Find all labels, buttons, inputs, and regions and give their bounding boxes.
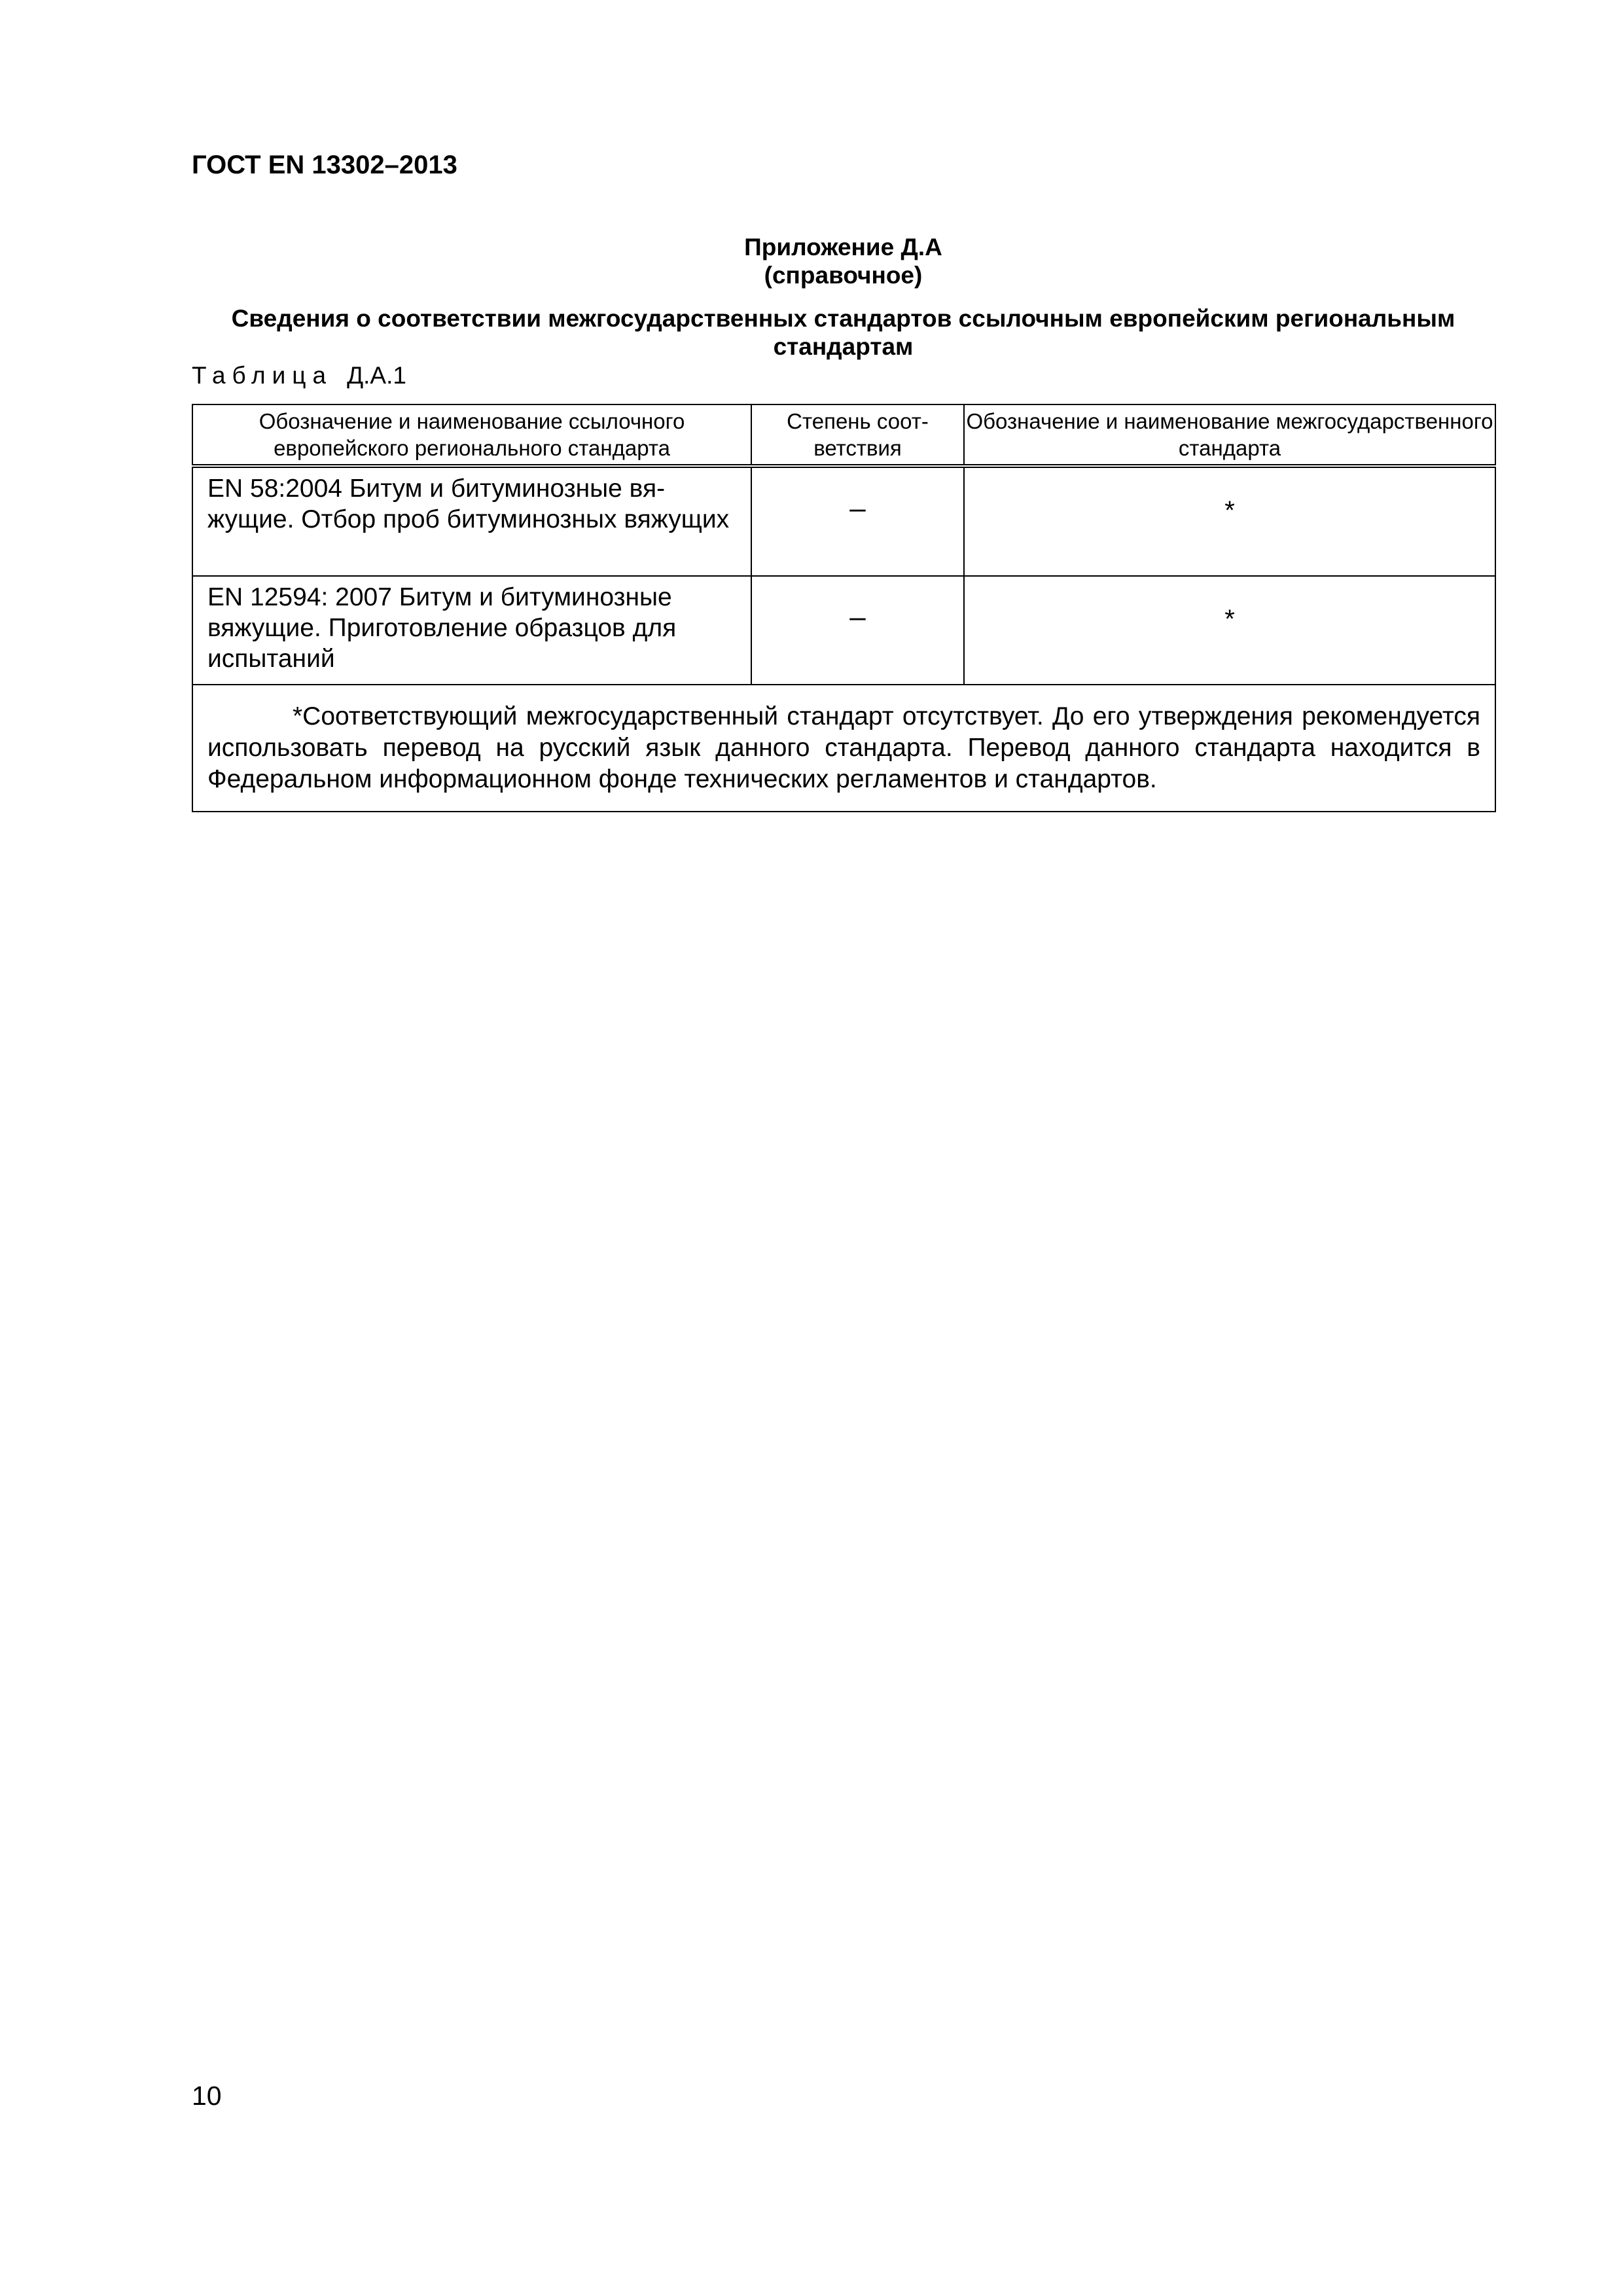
table-footnote: *Соответствующий межгосударственный стандарт отсутствует. До его утверждения рекомендуется использовать перевод на русский язык данного стандарта. Перевод данного стандарта находится в Федеральном информационном фонде технических регламентов и стандартов. [192,685,1495,812]
header-degree-of-correspondence: Степень соответствия [751,404,964,466]
table-note-row [192,685,1495,812]
degree-cell: – [751,466,964,576]
standards-correspondence-table [192,404,1496,812]
table-caption-label: Таблица [192,362,333,389]
interstate-standard-cell: * [964,576,1495,685]
annex-subtitle: (справочное) [764,262,923,289]
table-row [192,466,1495,576]
document-header: ГОСТ EN 13302–2013 [192,151,457,179]
header-reference-standard: Обозначение и наименование ссылочного европейского регионального стандарта [192,404,751,466]
section-heading: Сведения о соответствии межгосударственных стандартов ссылочным европейским региональным стандартам [231,305,1455,360]
annex-title-block [192,233,1495,289]
reference-standard-cell: EN 58:2004 Битум и битуминозные вяжущие. Отбор проб битуминозных вяжущих [192,466,751,576]
interstate-standard-cell: * [964,466,1495,576]
page-number: 10 [192,2081,222,2111]
header-interstate-standard: Обозначение и наименование межгосударственного стандарта [964,404,1495,466]
degree-cell: – [751,576,964,685]
table-row [192,576,1495,685]
reference-standard-cell: EN 12594: 2007 Битум и битуминозные вяжущие. Приготовление образцов для испытаний [192,576,751,685]
table-header-row [192,404,1495,466]
table-caption [192,361,406,389]
table-caption-number: Д.А.1 [347,362,406,389]
annex-title: Приложение Д.А [744,234,942,260]
